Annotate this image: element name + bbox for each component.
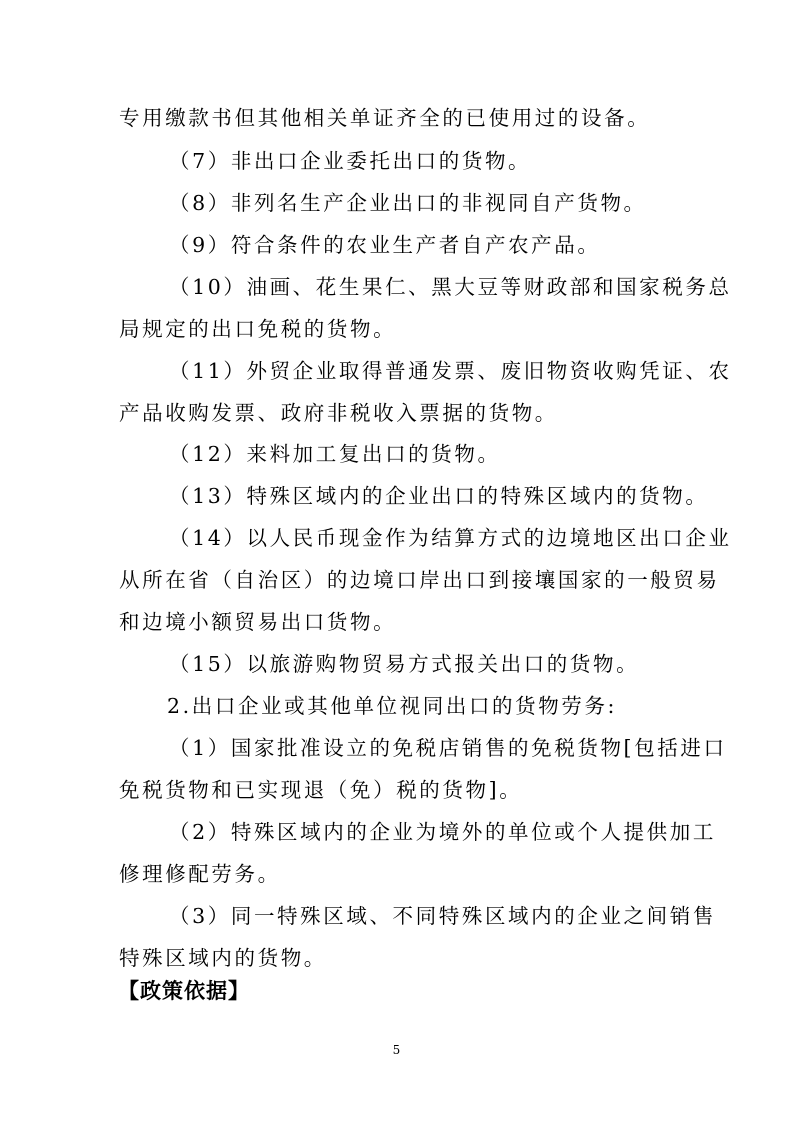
section-line: 2.出口企业或其他单位视同出口的货物劳务:	[167, 694, 618, 718]
paragraph-line-5: （10）油画、花生果仁、黑大豆等财政部和国家税务总	[169, 275, 732, 299]
paragraph-line-14: （15）以旅游购物贸易方式报关出口的货物。	[169, 652, 640, 676]
paragraph-line-3: （8）非列名生产企业出口的非视同自产货物。	[169, 191, 647, 215]
paragraph-line-9: （12）来料加工复出口的货物。	[169, 442, 501, 466]
paragraph-line-7: （11）外贸企业取得普通发票、废旧物资收购凭证、农	[169, 359, 732, 383]
paragraph-line-20: （3）同一特殊区域、不同特殊区域内的企业之间销售	[169, 904, 716, 928]
paragraph-line-8: 产品收购发票、政府非税收入票据的货物。	[119, 401, 558, 425]
policy-basis-heading: 【政策依据】	[118, 979, 250, 1003]
paragraph-line-1: 专用缴款书但其他相关单证齐全的已使用过的设备。	[119, 106, 651, 130]
paragraph-line-4: （9）符合条件的农业生产者自产农产品。	[169, 233, 601, 257]
paragraph-line-11: （14）以人民币现金作为结算方式的边境地区出口企业	[169, 526, 732, 550]
paragraph-line-18: （2）特殊区域内的企业为境外的单位或个人提供加工	[169, 820, 716, 844]
paragraph-line-2: （7）非出口企业委托出口的货物。	[169, 149, 532, 173]
paragraph-line-6: 局规定的出口免税的货物。	[119, 317, 397, 341]
paragraph-line-21: 特殊区域内的货物。	[119, 946, 327, 970]
page-number: 5	[392, 1043, 401, 1057]
paragraph-line-17: 免税货物和已实现退（免）税的货物]。	[119, 778, 523, 802]
paragraph-line-12: 从所在省（自治区）的边境口岸出口到接壤国家的一般贸易	[119, 568, 720, 592]
paragraph-line-19: 修理修配劳务。	[119, 862, 281, 886]
paragraph-line-16: （1）国家批准设立的免税店销售的免税货物[包括进口	[169, 736, 727, 760]
paragraph-line-13: 和边境小额贸易出口货物。	[119, 610, 397, 634]
paragraph-line-10: （13）特殊区域内的企业出口的特殊区域内的货物。	[169, 484, 709, 508]
